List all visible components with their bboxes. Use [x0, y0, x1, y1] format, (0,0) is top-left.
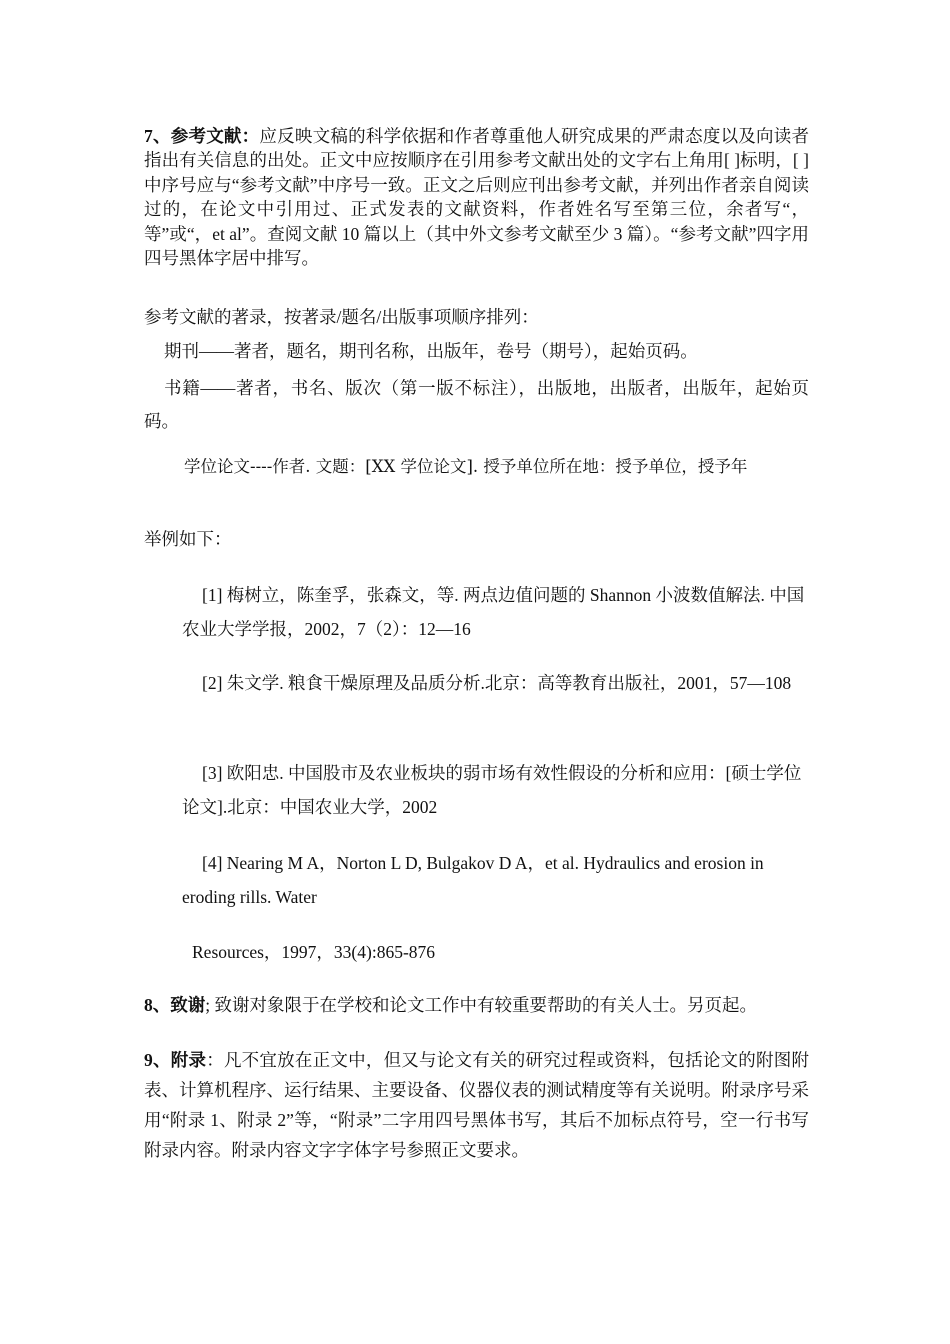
format-thesis: 学位论文----作者. 文题：[XX 学位论文]. 授予单位所在地：授予单位，授予年: [184, 457, 748, 476]
section-8-body: ; 致谢对象限于在学校和论文工作中有较重要帮助的有关人士。另页起。: [205, 995, 757, 1015]
reference-item-4-continuation: Resources，1997，33(4):865-876: [192, 942, 436, 962]
section-9-body: ：凡不宜放在正文中，但又与论文有关的研究过程或资料，包括论文的附图附表、计算机程序、运行结果、主要设备、仪器仪表的测试精度等有关说明。附录序号采用“附录 1、附录 2”等，“附录”二字用四号黑体书写，其后不加标点符号，空一行书写附录内容。附录内容文字字体字号参照正文要求。: [144, 1050, 810, 1160]
format-intro: 参考文献的著录，按著录/题名/出版事项顺序排列：: [144, 307, 539, 327]
format-book: 书籍——著者，书名、版次（第一版不标注），出版地，出版者，出版年，起始页码。: [144, 378, 809, 431]
section-9-paragraph: [144, 1045, 809, 1165]
reference-item-4: [4] Nearing M A，Norton L D, Bulgakov D A，et al. Hydraulics and erosion in eroding rills. Water: [182, 853, 764, 907]
section-7-colon: ：: [241, 126, 260, 146]
section-7-paragraph: [144, 124, 809, 270]
section-7-body: 应反映文稿的科学依据和作者尊重他人研究成果的严肃态度以及向读者指出有关信息的出处。正文中应按顺序在引用参考文献出处的文字右上角用[ ]标明，[ ]中序号应与“参考文献”中序号一致。正文之后则应刊出参考文献，并列出作者亲自阅读过的，在论文中引用过、正式发表的文献资料，作者姓名写至第三位，余者写“，等”或“，et al”。查阅文献 10 篇以上（其中外文参考文献至少 3 篇）。“参考文献”四字用四号黑体字居中排写。: [144, 126, 810, 269]
example-intro: 举例如下：: [144, 529, 232, 549]
section-8-paragraph: [144, 993, 809, 1017]
format-journal: 期刊——著者，题名，期刊名称，出版年，卷号（期号），起始页码。: [164, 341, 698, 361]
section-9-heading: 9、附录: [144, 1050, 207, 1070]
section-8-heading: 8、致谢: [144, 995, 206, 1015]
reference-item-3: [3] 欧阳忠. 中国股市及农业板块的弱市场有效性假设的分析和应用：[硕士学位论文].北京：中国农业大学，2002: [182, 763, 802, 817]
reference-item-1: [1] 梅树立，陈奎孚，张森文，等. 两点边值问题的 Shannon 小波数值解法. 中国农业大学学报，2002，7（2）：12—16: [182, 585, 805, 639]
section-7-heading: 7、参考文献: [144, 126, 242, 146]
reference-item-2: [2] 朱文学. 粮食干燥原理及品质分析.北京：高等教育出版社，2001，57—108: [202, 673, 792, 693]
